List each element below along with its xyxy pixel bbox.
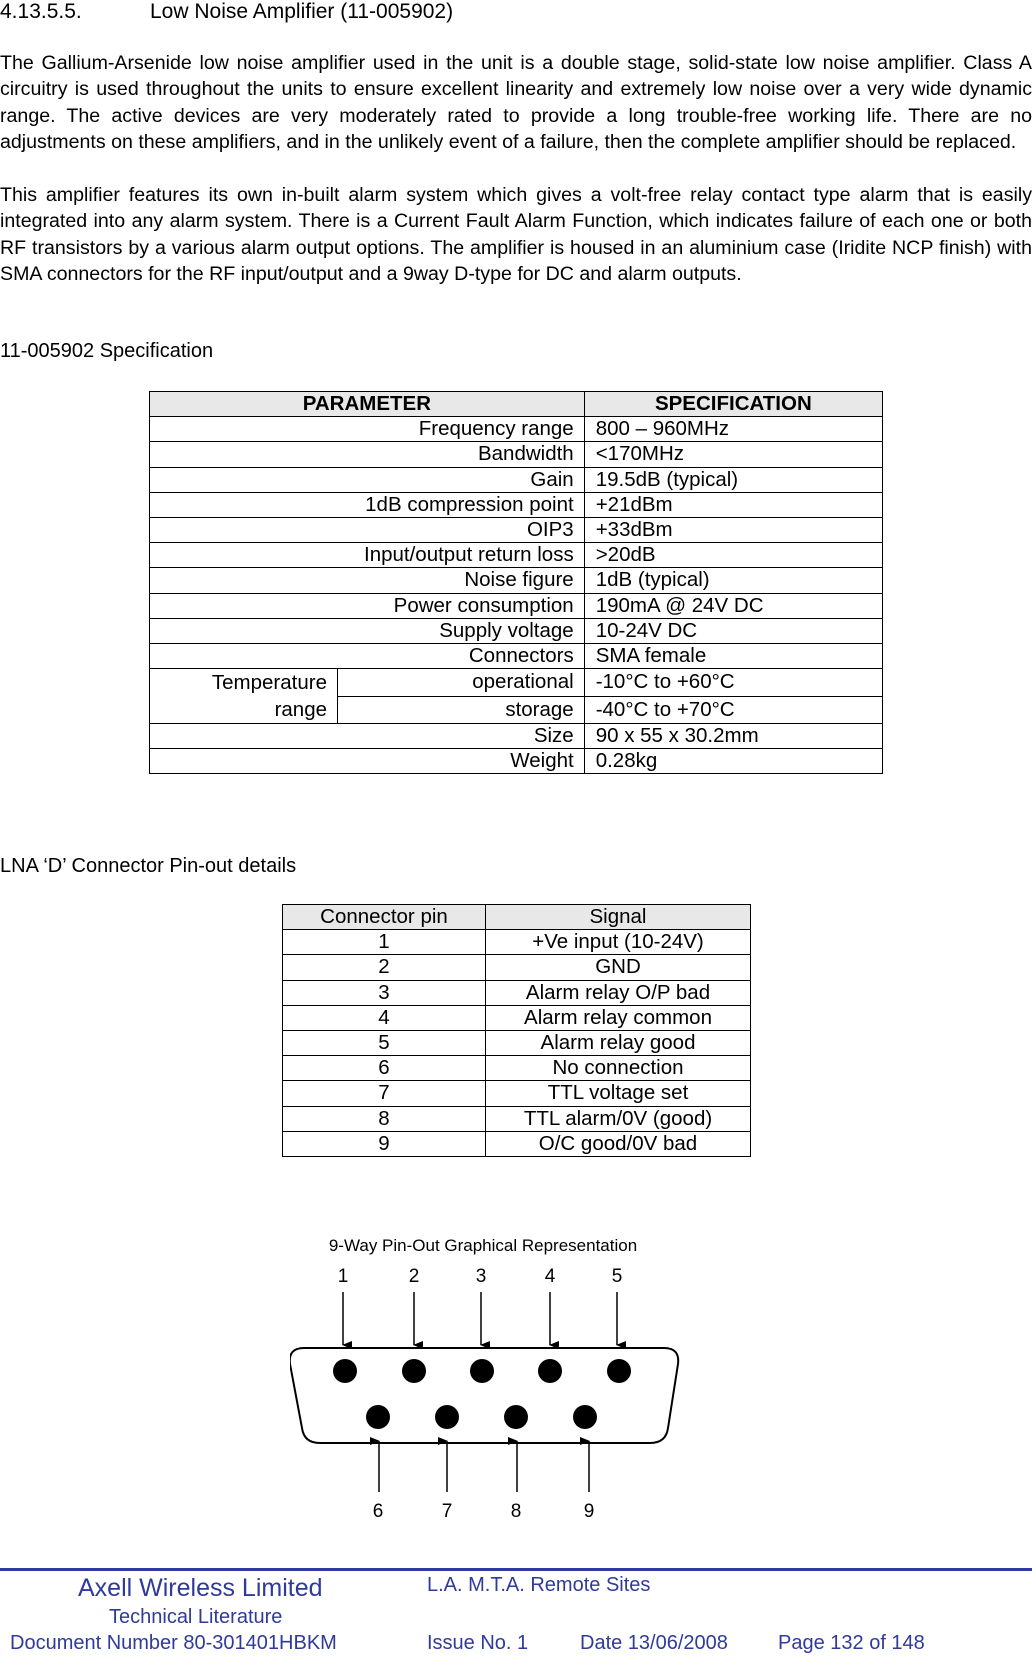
footer-rule — [0, 1568, 1032, 1571]
pin-number: 8 — [283, 1106, 486, 1131]
pin-number: 7 — [283, 1081, 486, 1106]
temperature-label-line1: Temperature — [211, 671, 327, 695]
section-heading — [0, 0, 453, 24]
table-row — [150, 618, 883, 643]
lna-title: LNA ‘D’ Connector Pin-out details — [0, 855, 297, 877]
pin-hole-1 — [333, 1359, 357, 1383]
pin-signal: Alarm relay common — [486, 1005, 751, 1030]
table-row — [283, 980, 751, 1005]
pin-hole-5 — [607, 1359, 631, 1383]
pin-hole-7 — [435, 1405, 459, 1429]
spec-param: Size — [150, 724, 585, 749]
pin-signal: TTL voltage set — [486, 1081, 751, 1106]
spec-title: 11-005902 Specification — [0, 340, 214, 362]
storage-label: storage — [338, 696, 585, 724]
spec-param: Noise figure — [150, 568, 585, 593]
spec-value: 1dB (typical) — [584, 568, 882, 593]
table-row — [150, 543, 883, 568]
pin-hole-9 — [573, 1405, 597, 1429]
section-number: 4.13.5.5. — [0, 0, 82, 23]
spec-value: +21dBm — [584, 492, 882, 517]
pin-label-5: 5 — [611, 1266, 623, 1287]
spec-value: 800 – 960MHz — [584, 417, 882, 442]
spec-header-parameter: PARAMETER — [150, 392, 585, 417]
d-connector-diagram — [290, 1228, 710, 1528]
spec-param: Frequency range — [150, 417, 585, 442]
storage-value: -40°C to +70°C — [584, 696, 882, 724]
pin-header-pin: Connector pin — [283, 905, 486, 930]
pin-header-row — [283, 905, 751, 930]
spec-param: OIP3 — [150, 517, 585, 542]
pin-signal: No connection — [486, 1056, 751, 1081]
pin-signal: Alarm relay O/P bad — [486, 980, 751, 1005]
pin-signal: O/C good/0V bad — [486, 1131, 751, 1156]
footer-company: Axell Wireless Limited — [78, 1574, 323, 1602]
spec-value: 0.28kg — [584, 749, 882, 774]
spec-value: 19.5dB (typical) — [584, 467, 882, 492]
temperature-label-line2: range — [274, 698, 327, 722]
table-row — [283, 1030, 751, 1055]
spec-header-row — [150, 392, 883, 417]
spec-param: Gain — [150, 467, 585, 492]
footer-date: Date 13/06/2008 — [580, 1632, 728, 1654]
pin-label-1: 1 — [337, 1266, 349, 1287]
pin-number: 5 — [283, 1030, 486, 1055]
footer-subtitle: Technical Literature — [109, 1606, 283, 1628]
table-row — [150, 568, 883, 593]
pin-hole-2 — [402, 1359, 426, 1383]
spec-value: <170MHz — [584, 442, 882, 467]
pin-label-6: 6 — [372, 1501, 384, 1522]
pin-number: 9 — [283, 1131, 486, 1156]
pin-number: 1 — [283, 930, 486, 955]
footer-issue: Issue No. 1 — [427, 1632, 529, 1654]
pin-signal: GND — [486, 955, 751, 980]
pin-number: 4 — [283, 1005, 486, 1030]
table-row — [150, 669, 883, 697]
table-row — [150, 517, 883, 542]
table-row — [283, 1106, 751, 1131]
pin-label-3: 3 — [475, 1266, 487, 1287]
spec-param: Connectors — [150, 643, 585, 668]
operational-label: operational — [338, 669, 585, 697]
spec-value: 190mA @ 24V DC — [584, 593, 882, 618]
pin-hole-8 — [504, 1405, 528, 1429]
spec-value: +33dBm — [584, 517, 882, 542]
table-row — [150, 492, 883, 517]
spec-param: 1dB compression point — [150, 492, 585, 517]
intro-paragraph: The Gallium-Arsenide low noise amplifier used in the unit is a double stage, solid-state low noise amplifier. Class A circuitry is used throughout the units to ensure excellent linearity and extremely low noise over a very wide dynamic range. The active devices are very moderately rated to provide a long trouble-free working life. There are no adjustments on these amplifiers, and in the unlikely event of a failure, then the complete amplifier should be replaced. — [0, 52, 1032, 153]
table-row — [283, 1056, 751, 1081]
table-row — [150, 417, 883, 442]
spec-param: Bandwidth — [150, 442, 585, 467]
table-row — [150, 467, 883, 492]
spec-param: Supply voltage — [150, 618, 585, 643]
pin-header-signal: Signal — [486, 905, 751, 930]
table-row — [150, 749, 883, 774]
pin-number: 6 — [283, 1056, 486, 1081]
pin-label-9: 9 — [583, 1501, 595, 1522]
pin-label-8: 8 — [510, 1501, 522, 1522]
table-row — [150, 724, 883, 749]
table-row — [283, 955, 751, 980]
footer-page: Page 132 of 148 — [778, 1632, 925, 1654]
table-row — [150, 643, 883, 668]
pin-hole-3 — [470, 1359, 494, 1383]
diagram-title: 9-Way Pin-Out Graphical Representation — [328, 1236, 638, 1255]
spec-param: Power consumption — [150, 593, 585, 618]
pin-table — [282, 904, 751, 1157]
footer-project: L.A. M.T.A. Remote Sites — [427, 1574, 651, 1596]
pin-label-7: 7 — [441, 1501, 453, 1522]
pin-signal: TTL alarm/0V (good) — [486, 1106, 751, 1131]
alarm-paragraph: This amplifier features its own in-built alarm system which gives a volt-free relay contact type alarm that is easily integrated into any alarm system. There is a Current Fault Alarm Function, which indicates failure of each one or both RF transistors by a various alarm output options. The amplifier is housed in an aluminium case (Iridite NCP finish) with SMA connectors for the RF input/output and a 9way D-type for DC and alarm outputs. — [0, 184, 1032, 285]
spec-param: Input/output return loss — [150, 543, 585, 568]
spec-header-specification: SPECIFICATION — [584, 392, 882, 417]
pin-signal: +Ve input (10-24V) — [486, 930, 751, 955]
pin-hole-6 — [366, 1405, 390, 1429]
table-row — [150, 442, 883, 467]
spec-value: 90 x 55 x 30.2mm — [584, 724, 882, 749]
spec-value: 10-24V DC — [584, 618, 882, 643]
footer-document-number: Document Number 80-301401HBKM — [10, 1632, 337, 1654]
spec-table — [149, 391, 883, 774]
pin-label-2: 2 — [408, 1266, 420, 1287]
operational-value: -10°C to +60°C — [584, 669, 882, 697]
table-row — [283, 1081, 751, 1106]
table-row — [283, 930, 751, 955]
pin-number: 2 — [283, 955, 486, 980]
table-row — [150, 593, 883, 618]
spec-value: SMA female — [584, 643, 882, 668]
spec-param: Weight — [150, 749, 585, 774]
pin-label-4: 4 — [544, 1266, 556, 1287]
table-row — [283, 1131, 751, 1156]
section-title: Low Noise Amplifier (11-005902) — [150, 0, 454, 23]
spec-value: >20dB — [584, 543, 882, 568]
table-row — [283, 1005, 751, 1030]
pin-number: 3 — [283, 980, 486, 1005]
temperature-range-label — [150, 669, 338, 724]
pin-hole-4 — [538, 1359, 562, 1383]
pin-signal: Alarm relay good — [486, 1030, 751, 1055]
